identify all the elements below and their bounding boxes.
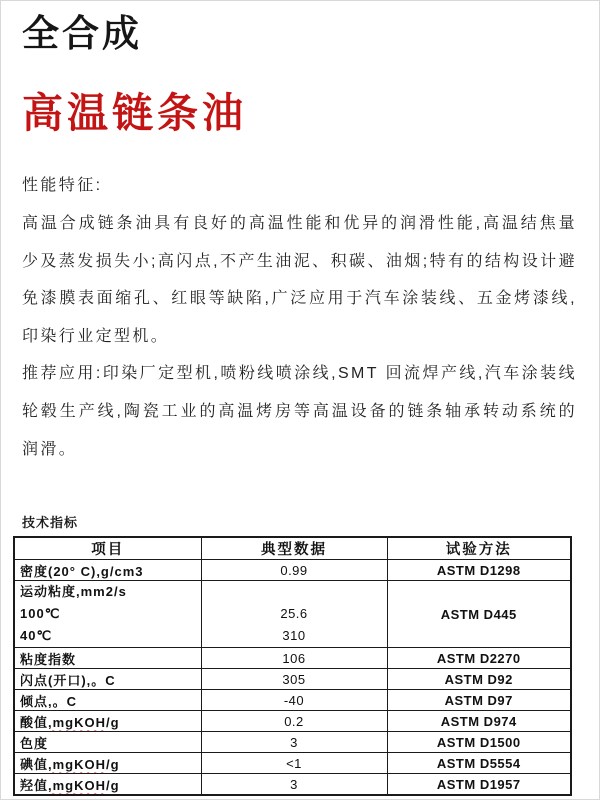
spec-value: -40 <box>201 690 387 711</box>
spec-row-flash-point <box>14 669 571 690</box>
performance-heading: 性能特征: <box>22 177 103 194</box>
spec-item: 色度 <box>14 732 201 753</box>
application-body: 印染厂定型机,喷粉线喷涂线,SMT 回流焊产线,汽车涂装线轮毂生产线,陶瓷工业的高温烤房等高温设备的链条轴承转动系统的润滑。 <box>22 365 577 458</box>
spec-row-acid-value <box>14 711 571 732</box>
col-header-typical-data: 典型数据 <box>201 537 387 560</box>
spellcheck-squiggle: ,mgKOH <box>48 777 107 793</box>
spec-value: 0.99 <box>201 560 387 581</box>
spec-method: ASTM D974 <box>387 711 571 732</box>
application-heading: 推荐应用: <box>22 365 103 383</box>
spec-row-hydroxyl-value <box>14 774 571 796</box>
spec-item: 酸值,mgKOH/g <box>14 711 201 732</box>
spec-item: 碘值,mgKOH/g <box>14 753 201 774</box>
spec-row-density <box>14 560 571 581</box>
spec-row-viscosity <box>14 581 571 648</box>
performance-paragraph: 高温合成链条油具有良好的高温性能和优异的润滑性能,高温结焦量少及蒸发损失小;高闪点,不产生油泥、积碳、油烟;特有的结构设计避免漆膜表面缩孔、红眼等缺陷,广泛应用于汽车涂装线、五金烤漆线,印染行业定型机。 <box>22 215 577 345</box>
spec-value: 106 <box>201 648 387 669</box>
spec-row-color <box>14 732 571 753</box>
spec-method: ASTM D97 <box>387 690 571 711</box>
spec-table <box>13 536 572 796</box>
spec-method: ASTM D1298 <box>387 560 571 581</box>
spec-value: 25.6 310 <box>201 581 387 648</box>
spec-value: 3 <box>201 732 387 753</box>
spec-method: ASTM D1957 <box>387 774 571 796</box>
spec-method: ASTM D1500 <box>387 732 571 753</box>
spec-row-viscosity-index <box>14 648 571 669</box>
spec-method: ASTM D2270 <box>387 648 571 669</box>
spec-value: 305 <box>201 669 387 690</box>
spec-header-row <box>14 537 571 560</box>
spec-item: 闪点(开口),。C <box>14 669 201 690</box>
spec-item: 密度(20° C),g/cm3 <box>14 560 201 581</box>
spec-value: 0.2 <box>201 711 387 732</box>
spec-row-pour-point <box>14 690 571 711</box>
spec-method: ASTM D5554 <box>387 753 571 774</box>
spec-value: <1 <box>201 753 387 774</box>
spellcheck-squiggle: ,mgKOH <box>48 756 107 772</box>
spec-item: 羟值,mgKOH/g <box>14 774 201 796</box>
spec-value: 3 <box>201 774 387 796</box>
col-header-test-method: 试验方法 <box>387 537 571 560</box>
spellcheck-squiggle: ,mgKOH <box>48 714 107 730</box>
spec-item: 倾点,。C <box>14 690 201 711</box>
spec-row-iodine-value <box>14 753 571 774</box>
spec-item: 粘度指数 <box>14 648 201 669</box>
spec-item: 运动粘度,mm2/s 100℃ 40℃ <box>14 581 201 648</box>
product-title: 高温链条油 <box>22 90 247 136</box>
spec-method: ASTM D445 <box>387 581 571 648</box>
page-content <box>1 1 599 796</box>
spec-table-caption: 技术指标 <box>22 515 79 531</box>
application-paragraph <box>22 355 577 468</box>
brand-title: 全合成 <box>22 13 142 54</box>
spec-method: ASTM D92 <box>387 669 571 690</box>
col-header-item: 项目 <box>14 537 201 560</box>
